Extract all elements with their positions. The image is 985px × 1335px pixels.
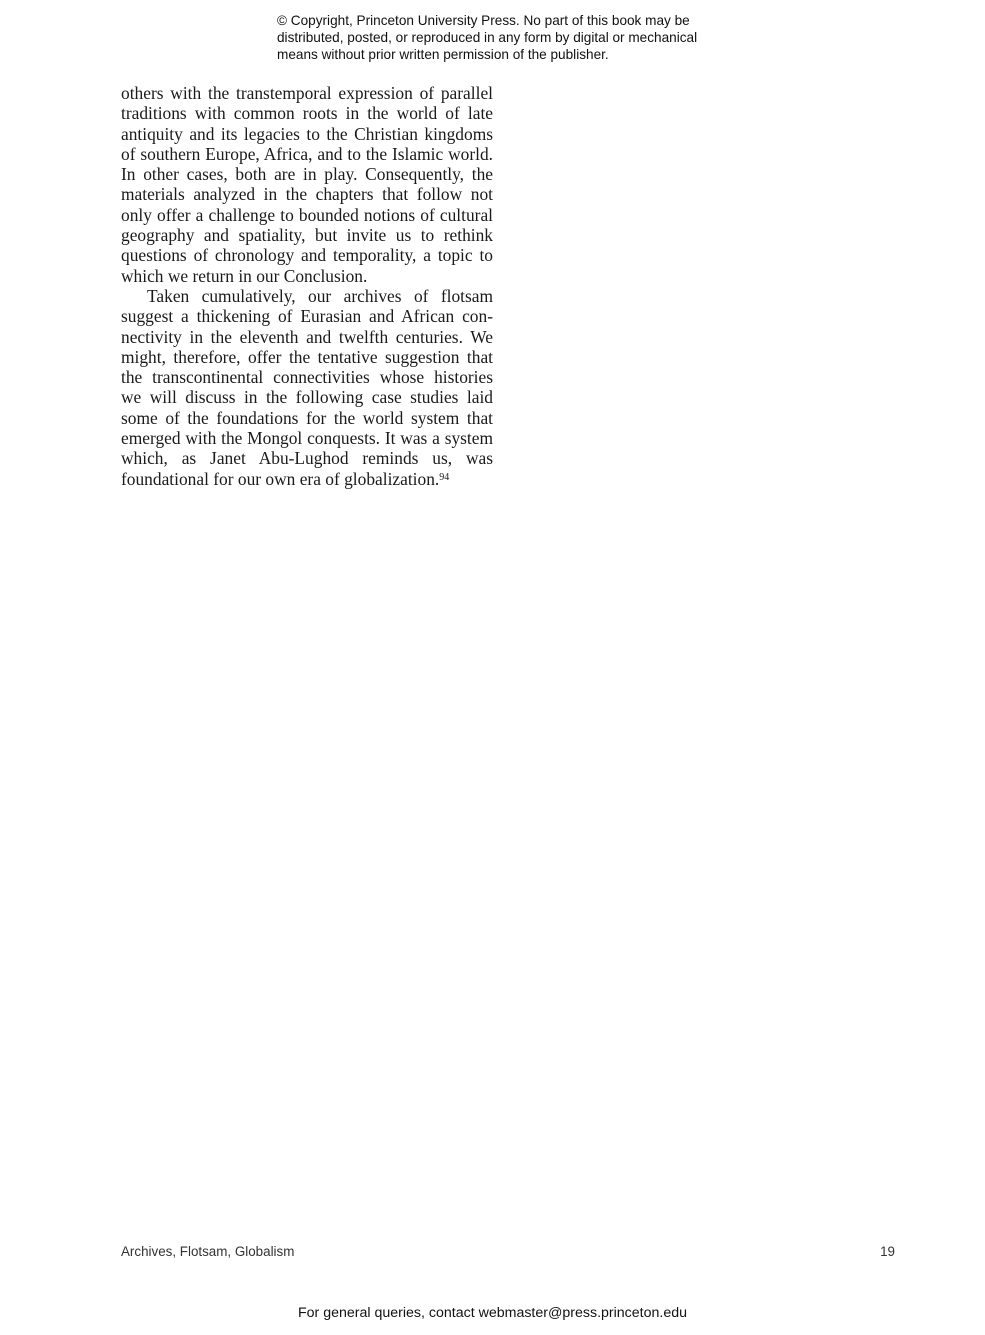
copyright-notice [277, 12, 717, 63]
paragraph-2-text: Taken cumulatively, our archives of flotsam suggest a thickening of Eurasian and African connectivity in the eleventh and twelfth centuries. We might, therefore, offer the tentative suggestion that the transcontinental connectivities whose histories we will discuss in the following case studies laid some of the foundations for the world system that emerged with the Mongol conquests. It was a system which, as Janet Abu-Lughod reminds us, was foundational for our own era of globalization. [121, 285, 493, 489]
footnote-marker[interactable]: 94 [439, 471, 450, 483]
contact-notice: For general queries, contact webmaster@press.princeton.edu [298, 1305, 687, 1321]
page-number: 19 [880, 1244, 895, 1259]
body-text [121, 83, 493, 489]
paragraph-1 [121, 83, 493, 286]
copyright-line-1: © Copyright, Princeton University Press. No part of this book may be [277, 13, 690, 28]
paragraph-2 [121, 286, 493, 489]
copyright-line-3: means without prior written permission of the publisher. [277, 47, 609, 62]
running-title: Archives, Flotsam, Globalism [121, 1244, 295, 1259]
paragraph-1-text: others with the transtemporal expression of parallel traditions with common roots in the world of late antiquity and its legacies to the Christian kingdoms of southern Europe, Africa, and to the Islamic world. In other cases, both are in play. Consequently, the materials analyzed in the chapters that follow not only offer a challenge to bounded notions of cultural geography and spatiality, but invite us to rethink questions of chronology and temporality, a topic to which we return in our Conclusion. [121, 83, 493, 286]
copyright-line-2: distributed, posted, or reproduced in any form by digital or mechanical [277, 30, 698, 45]
